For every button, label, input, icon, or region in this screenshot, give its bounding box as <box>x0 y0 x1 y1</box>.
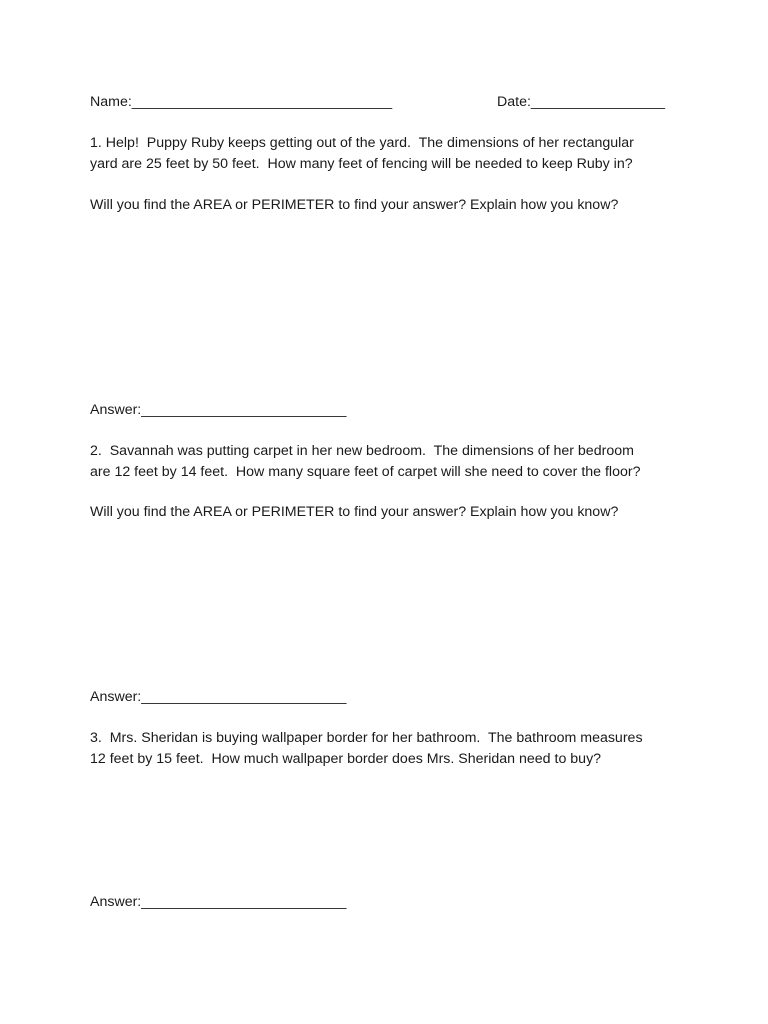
question-2-prompt: Will you find the AREA or PERIMETER to find your answer? Explain how you know? <box>90 504 619 520</box>
question-1-answer-field[interactable]: Answer:__________________________ <box>90 402 347 418</box>
question-2-text-line-2: are 12 feet by 14 feet. How many square feet of carpet will she need to cover the floor? <box>90 464 641 480</box>
question-3-answer-field[interactable]: Answer:__________________________ <box>90 894 347 910</box>
question-2-answer-field[interactable]: Answer:__________________________ <box>90 689 347 705</box>
question-1-text-line-1: 1. Help! Puppy Ruby keeps getting out of the yard. The dimensions of her rectangular <box>90 135 634 151</box>
question-1-prompt: Will you find the AREA or PERIMETER to find your answer? Explain how you know? <box>90 197 619 213</box>
question-2-text-line-1: 2. Savannah was putting carpet in her new bedroom. The dimensions of her bedroom <box>90 443 634 459</box>
name-field[interactable]: Name:_________________________________ <box>90 94 393 110</box>
question-1-text-line-2: yard are 25 feet by 50 feet. How many feet of fencing will be needed to keep Ruby in? <box>90 156 633 172</box>
question-3-text-line-2: 12 feet by 15 feet. How much wallpaper border does Mrs. Sheridan need to buy? <box>90 751 602 767</box>
question-3-text-line-1: 3. Mrs. Sheridan is buying wallpaper border for her bathroom. The bathroom measures <box>90 730 643 746</box>
date-field[interactable]: Date:_________________ <box>497 94 666 110</box>
